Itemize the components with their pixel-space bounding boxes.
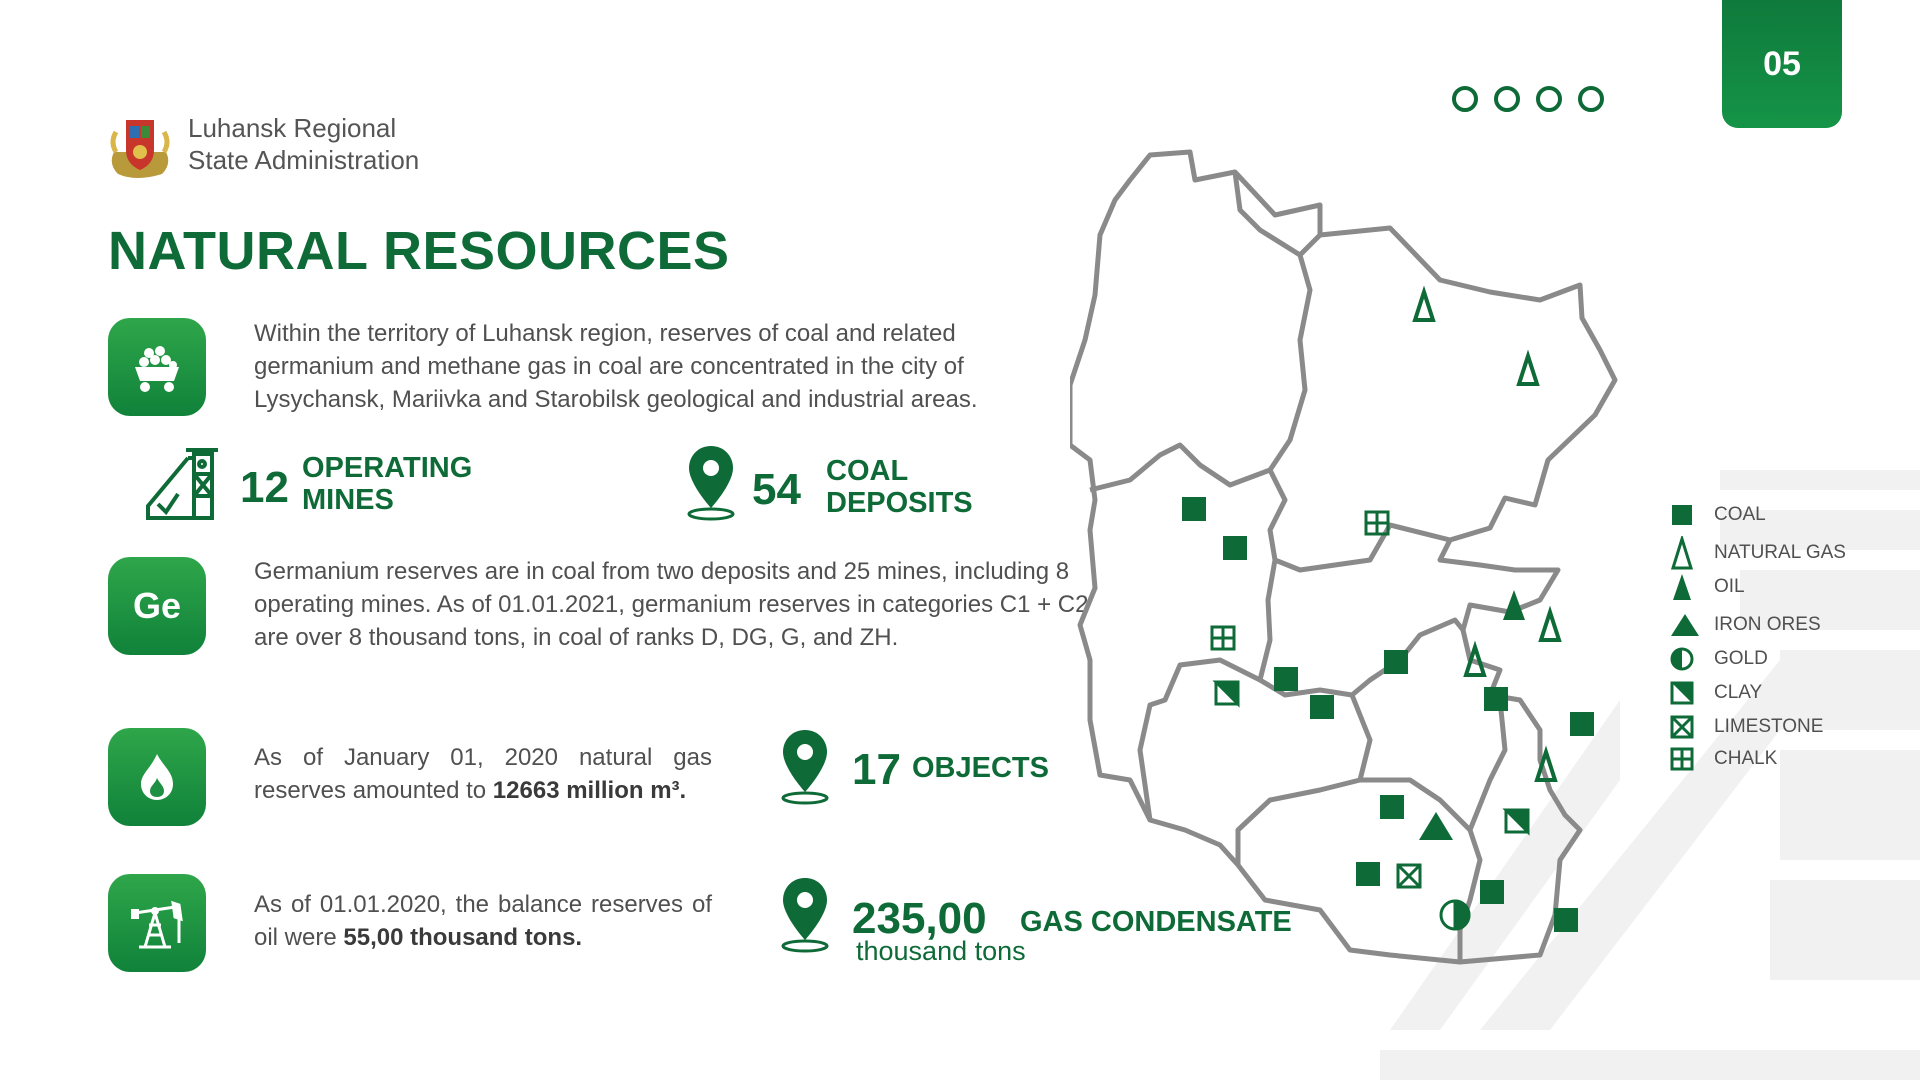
coal-marker bbox=[1570, 712, 1594, 736]
crossed-square-icon bbox=[1670, 715, 1694, 739]
legend-item-chalk bbox=[1670, 744, 1890, 774]
mine-tower-icon bbox=[144, 444, 222, 522]
coal-marker bbox=[1182, 497, 1206, 521]
gas-condensate-unit: thousand tons bbox=[856, 936, 1026, 966]
oil-description bbox=[254, 888, 712, 954]
page-title: NATURAL RESOURCES bbox=[108, 221, 730, 281]
clay-marker bbox=[1506, 810, 1528, 832]
limestone-marker bbox=[1398, 865, 1420, 887]
coal-marker bbox=[1554, 908, 1578, 932]
coal-marker bbox=[1380, 795, 1404, 819]
half-circle-icon bbox=[1670, 647, 1694, 671]
oil-pump-icon-box bbox=[108, 874, 206, 972]
legend-item-limestone bbox=[1670, 712, 1890, 742]
chalk-marker bbox=[1212, 627, 1234, 649]
coal-deposits-label bbox=[826, 455, 973, 519]
coal-marker bbox=[1310, 695, 1334, 719]
pagination-dots bbox=[1452, 86, 1604, 112]
map-district-border bbox=[1400, 620, 1463, 660]
natural-gas-marker bbox=[1541, 612, 1559, 640]
gas-condensate-label: GAS CONDENSATE bbox=[1020, 906, 1292, 938]
gas-objects-count: 17 bbox=[852, 745, 901, 794]
coal-deposits-label-line1: COAL bbox=[826, 455, 909, 487]
pagination-dot[interactable] bbox=[1452, 86, 1478, 112]
legend-label: CHALK bbox=[1714, 748, 1778, 769]
natural-gas-marker bbox=[1415, 292, 1433, 320]
coal-marker bbox=[1384, 650, 1408, 674]
legend-item-clay bbox=[1670, 678, 1890, 708]
flame-icon bbox=[135, 752, 179, 802]
gold-marker bbox=[1441, 901, 1469, 929]
pagination-dot[interactable] bbox=[1494, 86, 1520, 112]
organization-line-1: Luhansk Regional bbox=[188, 113, 397, 143]
location-pin-icon bbox=[686, 444, 736, 522]
map-district-border bbox=[1270, 470, 1450, 570]
flame-icon-box bbox=[108, 728, 206, 826]
coal-marker bbox=[1356, 862, 1380, 886]
iron-ore-marker bbox=[1419, 812, 1453, 840]
grid-square-icon bbox=[1670, 747, 1694, 771]
legend-label: CLAY bbox=[1714, 682, 1763, 703]
map-district-border bbox=[1090, 235, 1320, 490]
organization-line-2: State Administration bbox=[188, 145, 420, 175]
germanium-description: Germanium reserves are in coal from two deposits and 25 mines, including 8 operating mines. As of 01.01.2021, germanium reserves in categories C1 + C2 are over 8 thousand tons, in coal of ranks D, DG, G, and ZH. bbox=[254, 558, 1089, 651]
half-square-icon bbox=[1670, 681, 1694, 705]
outline-triangle-icon bbox=[1670, 536, 1694, 570]
gas-condensate-value: 235,00 bbox=[852, 894, 987, 943]
gas-description bbox=[254, 741, 712, 807]
clay-marker bbox=[1216, 682, 1238, 704]
legend-item-natural-gas bbox=[1670, 538, 1890, 568]
pagination-dot[interactable] bbox=[1536, 86, 1562, 112]
oil-pump-icon bbox=[129, 895, 185, 951]
legend-label: IRON ORES bbox=[1714, 614, 1821, 635]
legend-item-coal bbox=[1670, 500, 1890, 530]
operating-mines-count: 12 bbox=[240, 463, 289, 512]
coal-description: Within the territory of Luhansk region, reserves of coal and related germanium and methane gas in coal are concentrated in the city of Lysychansk, Mariivka and Starobilsk geological and industrial areas. bbox=[254, 320, 978, 413]
gas-description-text: As of January 01, 2020 natural gas reserves amounted to bbox=[254, 744, 712, 804]
operating-mines-label-line2: MINES bbox=[302, 484, 394, 516]
oil-description-text: As of 01.01.2020, the balance reserves of oil were bbox=[254, 891, 712, 951]
legend-label: NATURAL GAS bbox=[1714, 542, 1846, 563]
gas-reserves-value: 12663 million m³. bbox=[492, 777, 687, 804]
organization-name bbox=[188, 112, 419, 176]
operating-mines-label bbox=[302, 452, 472, 516]
filled-triangle-icon bbox=[1670, 613, 1700, 637]
oil-reserves-value: 55,00 thousand tons. bbox=[343, 924, 583, 951]
filled-tall-triangle-icon bbox=[1670, 572, 1694, 602]
map-district-border bbox=[1460, 830, 1480, 962]
coal-marker bbox=[1274, 667, 1298, 691]
coal-deposits-count: 54 bbox=[752, 465, 801, 514]
operating-mines-label-line1: OPERATING bbox=[302, 452, 473, 484]
legend-label: GOLD bbox=[1714, 648, 1768, 669]
natural-gas-marker bbox=[1519, 356, 1537, 384]
legend-label: COAL bbox=[1714, 504, 1766, 525]
filled-square-icon bbox=[1670, 503, 1694, 527]
gas-objects-label: OBJECTS bbox=[912, 752, 1049, 784]
legend-item-oil bbox=[1670, 572, 1890, 602]
coal-marker bbox=[1480, 880, 1504, 904]
map-legend bbox=[1670, 500, 1890, 774]
location-pin-icon bbox=[780, 728, 830, 806]
legend-label: OIL bbox=[1714, 576, 1745, 597]
coal-cart-icon-box bbox=[108, 318, 206, 416]
coal-cart-icon bbox=[129, 339, 185, 395]
page-number-badge bbox=[1722, 0, 1842, 128]
map-region-outline bbox=[1070, 152, 1615, 962]
legend-item-iron-ores bbox=[1670, 610, 1890, 640]
coal-deposits-label-line2: DEPOSITS bbox=[826, 487, 973, 519]
pagination-dot[interactable] bbox=[1578, 86, 1604, 112]
luhansk-region-map bbox=[1070, 140, 1690, 980]
map-district-border bbox=[1238, 695, 1370, 865]
page-number: 05 bbox=[1763, 44, 1801, 83]
legend-item-gold bbox=[1670, 644, 1890, 674]
legend-label: LIMESTONE bbox=[1714, 716, 1824, 737]
coal-marker bbox=[1484, 687, 1508, 711]
coat-of-arms-logo bbox=[106, 112, 174, 180]
germanium-symbol: Ge bbox=[132, 585, 182, 626]
coal-marker bbox=[1223, 536, 1247, 560]
germanium-icon-box bbox=[108, 557, 206, 655]
map-district-border bbox=[1140, 660, 1260, 820]
location-pin-icon bbox=[780, 876, 830, 954]
